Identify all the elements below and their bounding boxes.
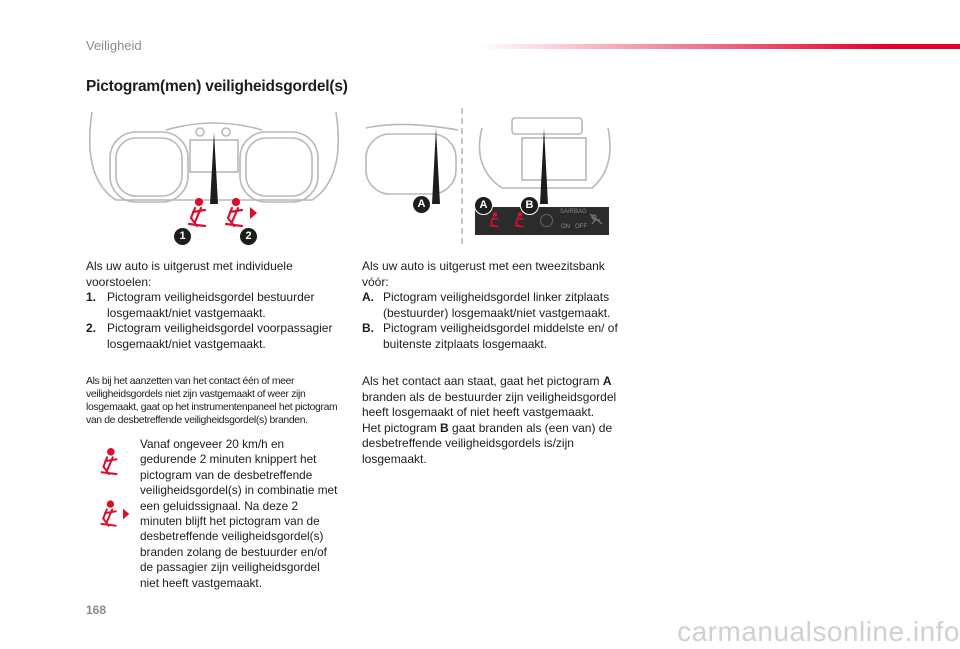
marker-b: B (520, 196, 539, 215)
left-column (86, 259, 356, 353)
seatbelt-warning-text: Vanaf ongeveer 20 km/h en gedurende 2 minuten knippert het pictogram van de desbetreffende veiligheidsgordel(s) in combinatie met een geluidssignaal. Na deze 2 minuten blijft het pictogram van de desbetreffende veiligheidsgordel(s) branden zolang de bestuurder en/of de passagier zijn veiligheidsgordel niet heeft vastgemaakt. (140, 437, 338, 590)
list-item (86, 290, 356, 321)
seatbelt-flashing-icon (96, 498, 132, 530)
seatbelt-icon-a (487, 210, 501, 230)
list-item-text: Pictogram veiligheidsgordel middelste en/ of buitenste zitplaats losgemaakt. (383, 321, 618, 351)
left-intro: Als uw auto is uitgerust met individuele voorstoelen: (86, 259, 293, 289)
marker-2: 2 (240, 228, 257, 245)
page-number: 168 (86, 603, 107, 617)
airbag-off-label: OFF (575, 224, 587, 230)
list-item (362, 290, 624, 321)
marker-1: 1 (174, 228, 191, 245)
list-item-number: 2. (86, 321, 97, 336)
list-item-letter: B. (362, 321, 374, 336)
airbag-panel-label: SAIRBAG (560, 209, 587, 215)
seatbelt-warning-icon (96, 446, 122, 478)
header-accent-bar (480, 44, 960, 49)
right-intro: Als uw auto is uitgerust met een tweezitsbank vóór: (362, 259, 605, 289)
seatbelt-note: Als bij het aanzetten van het contact één of meer veiligheidsgordels niet zijn vastgemaakt of weer zijn losgemaakt, gaat op het instrumentenpaneel het pictogram van de desbetreffende veiligheidsgordel(s) branden. (86, 376, 338, 426)
seatbelt-icon-1 (183, 198, 211, 228)
section-header: Veiligheid (86, 38, 142, 53)
instrument-cluster-illustration-left (86, 108, 342, 248)
list-item-text: Pictogram veiligheidsgordel linker zitplaats (bestuurder) losgemaakt/niet vastgemaakt. (383, 290, 611, 320)
right-column (362, 259, 624, 353)
list-item (362, 321, 624, 352)
list-item-text: Pictogram veiligheidsgordel voorpassagier losgemaakt/niet vastgemaakt. (107, 321, 333, 351)
paragraph-icon-b: Het pictogram B gaat branden als (een van) de desbetreffende veiligheidsgordels is/zijn losgemaakt. (362, 420, 613, 466)
page-title: Pictogram(men) veiligheidsgordel(s) (86, 78, 348, 95)
paragraph-icon-a: Als het contact aan staat, gaat het pictogram A branden als de bestuurder zijn veiligheidsgordel heeft losgemaakt of niet heeft vastgemaakt. (362, 374, 617, 420)
watermark: carmanualsonline.info (677, 616, 960, 647)
right-paragraphs (362, 374, 624, 468)
airbag-lamp-icon (540, 214, 553, 227)
list-item-text: Pictogram veiligheidsgordel bestuurder losgemaakt/niet vastgemaakt. (107, 290, 315, 320)
seatbelt-icon-b (512, 210, 526, 230)
airbag-off-icon (589, 213, 603, 225)
list-item (86, 321, 356, 352)
list-item-number: 1. (86, 290, 97, 305)
marker-a: A (474, 196, 493, 215)
list-item-letter: A. (362, 290, 374, 305)
airbag-on-label: ON (561, 224, 570, 230)
marker-a-left: A (413, 196, 430, 213)
seatbelt-icon-2 (220, 198, 260, 228)
